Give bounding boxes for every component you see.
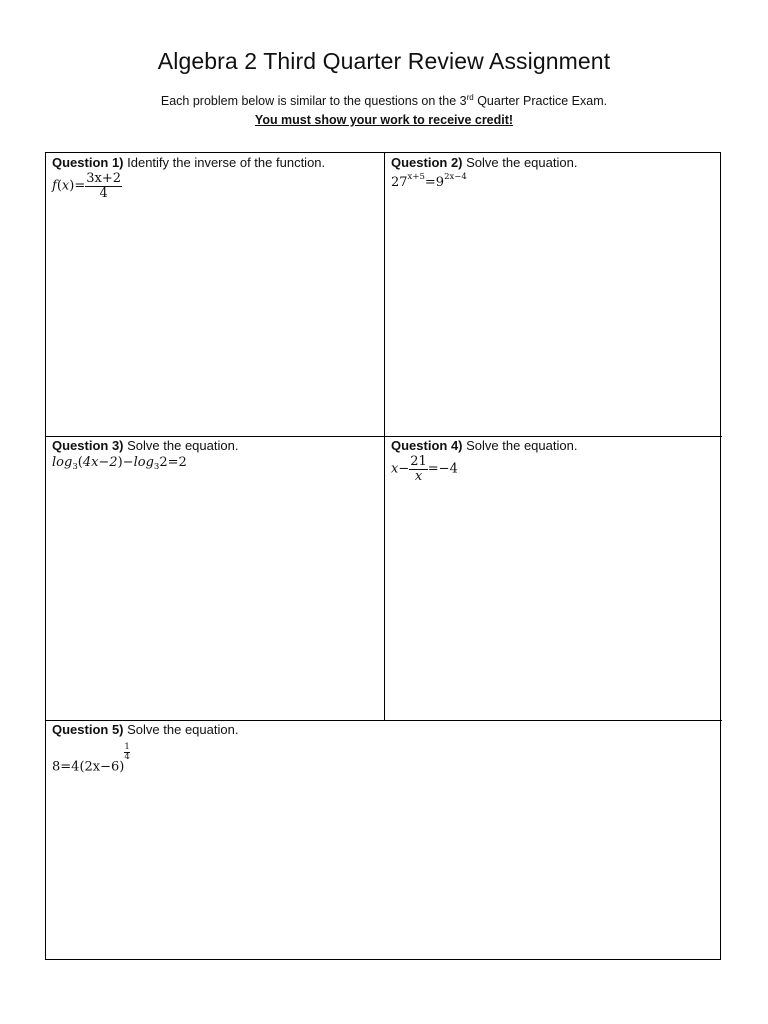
q3-log-base-1: 3 [72,462,78,472]
q5-exponent [124,743,129,761]
q1-equals: = [74,178,86,194]
q2-exponent-2: 2x−4 [444,172,467,182]
q1-function-name: f [52,178,57,194]
grid-divider-horizontal-2 [46,720,722,721]
question-4-equation [391,455,717,483]
grid-divider-horizontal-1 [46,436,722,437]
question-4-header [391,438,717,453]
question-3-label: Question 3) [52,438,124,453]
question-5-cell [52,722,712,775]
q3-log-2: log [133,455,154,470]
question-5-label: Question 5) [52,722,124,737]
q2-equals: = [424,175,436,190]
question-3-equation: $\log_3(4x-2)-\log_32=2$ [52,455,187,472]
q5-exponent-numerator: 1 [124,742,130,752]
question-2-prompt: Solve the equation. [462,155,578,170]
subtitle-superscript: rd [466,93,474,102]
question-1-prompt: Identify the inverse of the function. [123,155,326,170]
work-notice: You must show your work to receive credit! [254,113,514,127]
question-5-header [52,722,712,737]
q4-rhs: =−4 [427,461,458,477]
subtitle-text: Each problem below is similar to the questions on the 3 [160,94,467,108]
question-1-header [52,155,378,170]
q1-numerator: 3x+2 [86,171,121,186]
question-3-header [52,438,378,453]
q4-fraction [409,455,428,483]
q3-log-1: log [52,455,73,470]
page-title: Algebra 2 Third Quarter Review Assignment [157,48,611,74]
q2-exponent-1: x+5 [407,172,425,182]
question-1-equation: f(x)= $\frac{3x+2}{4}$ [52,171,121,201]
q4-denominator: x [414,468,423,484]
question-4-label: Question 4) [391,438,463,453]
subtitle [0,93,768,108]
question-5-prompt: Solve the equation. [123,722,239,737]
question-5-equation [52,743,712,775]
q5-lhs: 8=4 [52,759,80,775]
q3-minus: − [122,455,134,470]
q2-base-1: 27 [391,175,408,190]
question-1-label: Question 1) [52,155,124,170]
q5-exponent-denominator: 4 [124,751,130,762]
q2-base-2: 9 [435,175,445,190]
q3-log-base-2: 3 [153,462,160,472]
question-2-header [391,155,717,170]
q1-fraction [85,172,122,200]
question-2-cell [391,155,717,190]
q4-numerator: 21 [410,454,427,469]
question-2-label: Question 2) [391,155,463,170]
question-3-prompt: Solve the equation. [123,438,239,453]
question-4-prompt: Solve the equation. [462,438,578,453]
question-2-equation [391,172,717,190]
q1-function-arg: x [61,178,70,194]
subtitle-text-end: Quarter Practice Exam. [473,94,608,108]
q5-inner: (2x−6) [79,759,125,775]
question-3-cell [52,438,378,472]
q4-lhs: x− [391,461,410,477]
question-grid [45,152,721,960]
q3-log-arg: 4x−2 [82,455,118,470]
question-4-cell [391,438,717,483]
q3-tail: 2=2 [159,455,187,470]
q1-denominator: 4 [99,185,108,201]
question-1-cell [52,155,378,200]
